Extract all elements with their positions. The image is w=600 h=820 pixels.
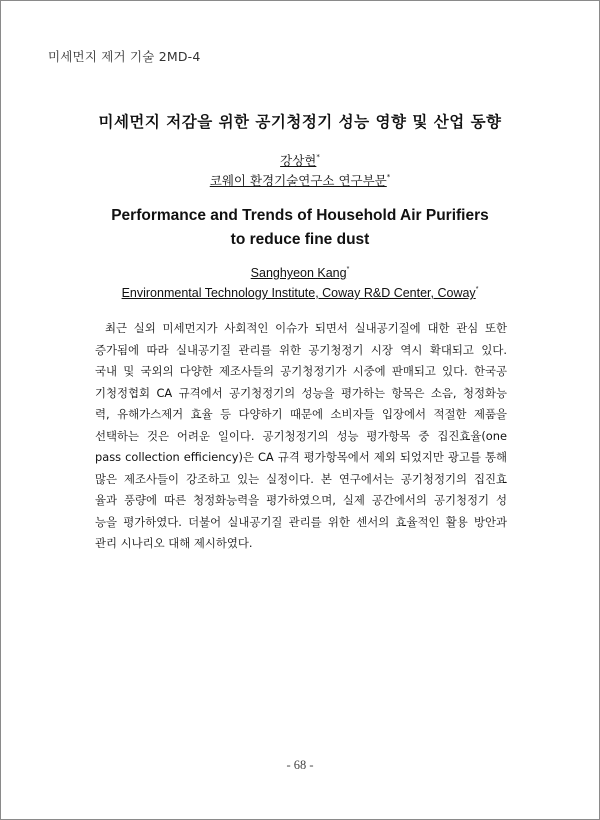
abstract-line: 최근 실외 미세먼지가 사회적인 이슈가 되면서 실내공기질에 대한 관심 또한 — [105, 321, 507, 335]
korean-author-name: 강상현 — [280, 153, 317, 168]
english-title-line-1: Performance and Trends of Household Air Purifiers — [111, 207, 489, 224]
running-header: 미세먼지 제거 기술 2MD-4 — [48, 49, 201, 64]
english-affiliation — [0, 286, 600, 300]
english-author — [0, 266, 600, 280]
korean-author — [0, 151, 600, 169]
abstract-body — [95, 318, 507, 555]
abstract-line: 관리 시나리오 대해 제시하였다. — [95, 536, 253, 550]
abstract-line: 기청정협회 CA 규격에서 공기청정기의 성능을 평가하는 항목은 소음, 청정화능 — [95, 385, 507, 400]
english-title-line-2: to reduce fine dust — [230, 231, 370, 248]
abstract-line: 국내 및 국외의 다양한 제조사들의 공기청정기가 시중에 판매되고 있다. 한국공 — [95, 364, 507, 378]
english-author-name: Sanghyeon Kang — [250, 266, 347, 280]
korean-affiliation-mark: * — [386, 173, 391, 181]
abstract-line: 능을 평가하였다. 더불어 실내공기질 관리를 위한 센서의 효율적인 활용 방안과 — [95, 514, 507, 529]
abstract-line: 많은 제조사들이 강조하고 있는 실정이다. 본 연구에서는 공기청정기의 집진효 — [95, 471, 507, 486]
english-affiliation-text: Environmental Technology Institute, Coway R&D Center, Coway — [121, 286, 476, 300]
english-author-mark: * — [346, 266, 350, 273]
english-affiliation-mark: * — [475, 286, 479, 293]
abstract-line: 선택하는 것은 어려운 일이다. 공기청정기의 성능 평가항목 중 집진효율(one — [95, 428, 507, 443]
korean-title: 미세먼지 저감을 위한 공기청정기 성능 영향 및 산업 동향 — [98, 113, 502, 131]
page-number: - 68 - — [286, 758, 314, 772]
korean-affiliation-text: 코웨이 환경기술연구소 연구부문 — [209, 173, 387, 188]
korean-author-mark: * — [316, 153, 320, 161]
abstract-line: pass collection efficiency)은 CA 규격 평가항목에서 제외 되었지만 광고를 통해 — [95, 450, 507, 464]
korean-affiliation — [0, 171, 600, 189]
english-title — [0, 204, 600, 252]
abstract-line: 율과 풍량에 따른 청정화능력을 평가하였으며, 실제 공간에서의 공기청정기 성 — [95, 493, 507, 507]
abstract-line: 력, 유해가스제거 효율 등 다양하기 때문에 소비자들 입장에서 적절한 제품을 — [95, 407, 507, 421]
abstract-line: 증가됨에 따라 실내공기질 관리를 위한 공기청정기 시장 역시 확대되고 있다. — [95, 342, 507, 357]
